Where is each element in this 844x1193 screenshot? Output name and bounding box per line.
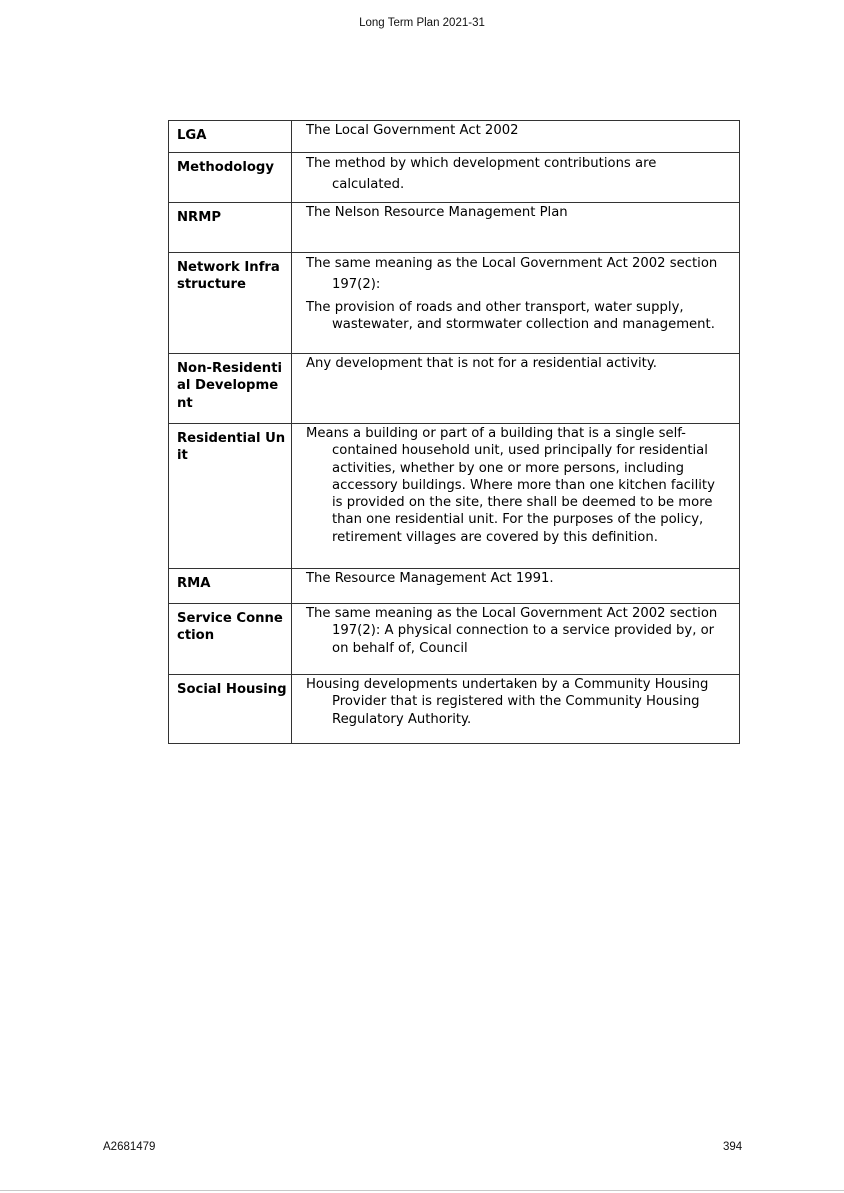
term-label: Service Connection: [177, 611, 283, 644]
term-label: NRMP: [177, 210, 221, 225]
term-cell: [169, 121, 292, 153]
table-row: [169, 604, 740, 675]
page-header: Long Term Plan 2021-31: [359, 17, 485, 29]
definition-cell: [292, 203, 740, 253]
definition-text: The Local Government Act 2002: [306, 123, 519, 138]
definition-cell: [292, 121, 740, 153]
definition-cell: [292, 569, 740, 604]
page-number: 394: [723, 1141, 743, 1153]
table-row: [169, 354, 740, 424]
definition-text: Any development that is not for a residential activity.: [306, 356, 657, 371]
table-row: [169, 569, 740, 604]
definition-text: The same meaning as the Local Government Act 2002 section 197(2):: [306, 256, 718, 292]
page-bottom-divider: [0, 1190, 844, 1191]
definition-text: Means a building or part of a building that is a single self-contained household unit, used principally for residential activities, whether by one or more persons, including accessory buildings. Where more than one kitchen facility is provided on the site, there shall be deemed to be more than one residential unit. For the purposes of the policy, retirement villages are covered by this definition.: [306, 426, 715, 545]
term-cell: [169, 569, 292, 604]
term-label: RMA: [177, 576, 211, 591]
term-cell: [169, 354, 292, 424]
term-cell: [169, 153, 292, 203]
term-label: Residential Unit: [177, 431, 286, 464]
table-row: [169, 424, 740, 569]
table-row: [169, 675, 740, 744]
term-cell: [169, 253, 292, 354]
definition-text: The method by which development contributions are calculated.: [306, 156, 657, 192]
definition-cell: [292, 675, 740, 744]
term-label: LGA: [177, 128, 207, 143]
document-id: A2681479: [103, 1141, 156, 1153]
definition-cell: [292, 354, 740, 424]
table-row: [169, 121, 740, 153]
term-label: Non-Residential Development: [177, 361, 283, 411]
definition-cell: [292, 424, 740, 569]
definition-cell: [292, 153, 740, 203]
definition-text: The Nelson Resource Management Plan: [306, 205, 568, 220]
term-cell: [169, 604, 292, 675]
term-cell: [169, 203, 292, 253]
table-row: [169, 203, 740, 253]
term-label: Network Infrastructure: [177, 260, 280, 293]
definition-cell: [292, 253, 740, 354]
term-label: Methodology: [177, 160, 274, 175]
definitions-table: [168, 120, 740, 744]
definition-cell: [292, 604, 740, 675]
table-row: [169, 153, 740, 203]
term-cell: [169, 424, 292, 569]
definition-text: The provision of roads and other transport, water supply, wastewater, and stormwater collection and management.: [306, 300, 715, 333]
table-row: [169, 253, 740, 354]
term-label: Social Housing: [177, 682, 287, 697]
definition-text: Housing developments undertaken by a Community Housing Provider that is registered with the Community Housing Regulatory Authority.: [306, 677, 709, 727]
definition-text: The Resource Management Act 1991.: [306, 571, 554, 586]
definition-text: The same meaning as the Local Government Act 2002 section 197(2): A physical connection to a service provided by, or on behalf of, Council: [306, 606, 718, 656]
term-cell: [169, 675, 292, 744]
